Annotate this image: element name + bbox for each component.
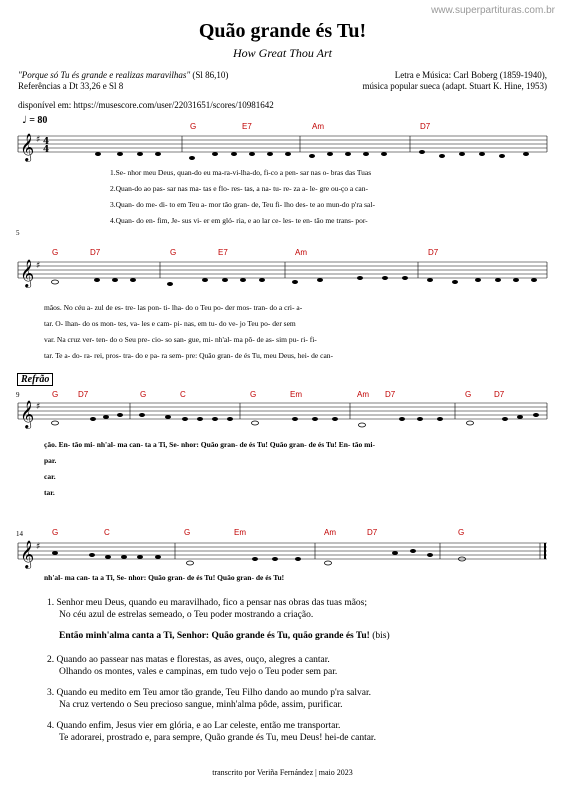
staff-system-3 [18, 403, 547, 419]
chord: G [52, 390, 59, 399]
time-signature: 4 [43, 137, 50, 147]
chord: G [170, 248, 177, 257]
lyric-line: 4.Quan- do en- fim, Je- sus vi- er em gló- ria, e ao lar ce- les- te en- tão me trans- por- [110, 216, 368, 225]
chord: G [52, 248, 59, 257]
page-title: Quão grande és Tu! [198, 20, 367, 42]
chord: D7 [494, 390, 505, 399]
epigraph-ref: (Sl 86,10) [192, 70, 229, 80]
verse-line: Na cruz vertendo o Seu precioso sangue, minh'alma pôde, assim, purificar. [59, 700, 343, 710]
sharp-icon: ♯ [36, 402, 41, 412]
lyric-line: par. [44, 456, 57, 465]
chord: G [52, 528, 59, 537]
chord: C [104, 528, 110, 537]
verse-line: 4. Quando enfim, Jesus vier em glória, e ao Lar celeste, então me transportar. [47, 721, 341, 731]
chord: E7 [242, 122, 252, 131]
sharp-icon: ♯ [36, 542, 41, 552]
staff-system-2 [18, 262, 547, 278]
treble-clef-icon: 𝄞 [20, 259, 35, 287]
staff-system-4 [18, 543, 547, 559]
chord: Am [295, 248, 307, 257]
credits-line-1: Letra e Música: Carl Boberg (1859-1940), [394, 70, 547, 80]
chord: Em [234, 528, 246, 537]
chord: D7 [90, 248, 101, 257]
source-link[interactable]: disponível em: https://musescore.com/user/22031651/scores/10981642 [18, 100, 274, 110]
chord: D7 [420, 122, 431, 131]
chorus-suffix: (bis) [372, 631, 390, 641]
chord: D7 [385, 390, 396, 399]
treble-clef-icon: 𝄞 [20, 540, 35, 568]
verse-4 [47, 720, 527, 744]
tempo-value: = 80 [29, 115, 48, 126]
verse-2 [47, 654, 527, 678]
watermark: www.superpartituras.com.br [431, 5, 555, 16]
chord: G [190, 122, 197, 131]
measure-number: 14 [16, 530, 23, 538]
chord: G [465, 390, 472, 399]
sharp-icon: ♯ [36, 135, 41, 145]
quarter-note-icon: ♩ [22, 115, 27, 126]
chord: C [180, 390, 186, 399]
time-signature: 4 [43, 145, 50, 155]
lyric-line: car. [44, 472, 56, 481]
lyric-line: 1.Se- nhor meu Deus, quan-do eu ma-ra-vi-lha-do, fi-co a pen- sar nas o- bras das Tuas [110, 168, 372, 177]
lyric-line: tar. Te a- do- ra- rei, pros- tra- do e pa- ra sem- pre: Quão gran- de és Tu, meu Deus, hei- de can- [44, 351, 334, 360]
verse-line: Te adorarei, prostrado e, para sempre, Quão grande és Tu, meu Deus! hei-de cantar. [59, 733, 376, 743]
chord: Em [290, 390, 302, 399]
verse-1 [47, 597, 527, 621]
verse-line: 2. Quando ao passear nas matas e florestas, as aves, ouço, alegres a cantar. [47, 655, 330, 665]
lyric-line: tar. [44, 488, 55, 497]
chorus-line: Então minh'alma canta a Ti, Senhor: Quão grande és Tu, quão grande és Tu! [59, 631, 370, 641]
lyric-line: tar. O- lhan- do os mon- tes, va- les e cam- pi- nas, em tu- do ve- jo Teu po- der sem [44, 319, 296, 328]
chord: Am [324, 528, 336, 537]
epigraph-quote: "Porque só Tu és grande e realizas maravilhas" [18, 70, 191, 80]
chord: G [250, 390, 257, 399]
chord: D7 [428, 248, 439, 257]
credits-line-2: música popular sueca (adapt. Stuart K. Hine, 1953) [362, 81, 547, 91]
sharp-icon: ♯ [36, 261, 41, 271]
treble-clef-icon: 𝄞 [20, 133, 35, 161]
lyric-line: ção. En- tão mi- nh'al- ma can- ta a Ti, Se- nhor: Quão gran- de és Tu! Quão gran- de és Tu! En- tão mi- [44, 440, 375, 449]
lyric-line: mãos. No céu a- zul de es- tre- las pon- ti- lha- do o Teu po- der mos- tran- do a cri- a- [44, 303, 303, 312]
references: Referências a Dt 33,26 e Sl 8 [18, 81, 124, 91]
measure-number: 5 [16, 229, 20, 237]
lyric-line: nh'al- ma can- ta a Ti, Se- nhor: Quão gran- de és Tu! Quão gran- de és Tu! [44, 573, 285, 582]
chord: G [458, 528, 465, 537]
verse-line: 1. Senhor meu Deus, quando eu maravilhado, fico a pensar nas obras das tuas mãos; [47, 598, 368, 608]
measure-number: 9 [16, 391, 20, 399]
chord: G [184, 528, 191, 537]
chorus-text [47, 630, 527, 642]
treble-clef-icon: 𝄞 [20, 400, 35, 428]
chord: Am [357, 390, 369, 399]
staff-system-1 [18, 136, 547, 152]
lyric-line: 3.Quan- do me- di- to em Teu a- mor tão gran- de, Teu fi- lho des- te ao mun-do p'ra sal- [110, 200, 375, 209]
lyric-line: var. Na cruz ver- ten- do o Seu pre- cio- so san- gue, mi- nh'al- ma pô- de as- sim pu- ri- fi- [44, 335, 317, 344]
chord: D7 [367, 528, 378, 537]
chord: D7 [78, 390, 89, 399]
verse-line: No céu azul de estrelas semeado, o Teu poder mostrando a criação. [59, 610, 314, 620]
lyric-line: 2.Quan-do ao pas- sar nas ma- tas e flo- res- tas, a na- tu- re- za a- le- gre ou-ço a can- [110, 184, 368, 193]
verse-line: 3. Quando eu medito em Teu amor tão grande, Teu Filho dando ao mundo p'ra salvar. [47, 688, 372, 698]
footer-credit: transcrito por Veriña Fernández | maio 2023 [212, 768, 353, 777]
chord: G [140, 390, 147, 399]
verse-line: Olhando os montes, vales e campinas, em tudo vejo o Teu poder sem par. [59, 667, 338, 677]
chord: Am [312, 122, 324, 131]
verse-3 [47, 687, 527, 711]
refrain-label: Refrão [17, 373, 53, 386]
page-subtitle: How Great Thou Art [232, 46, 332, 60]
chord: E7 [218, 248, 228, 257]
verses-block [47, 597, 527, 753]
